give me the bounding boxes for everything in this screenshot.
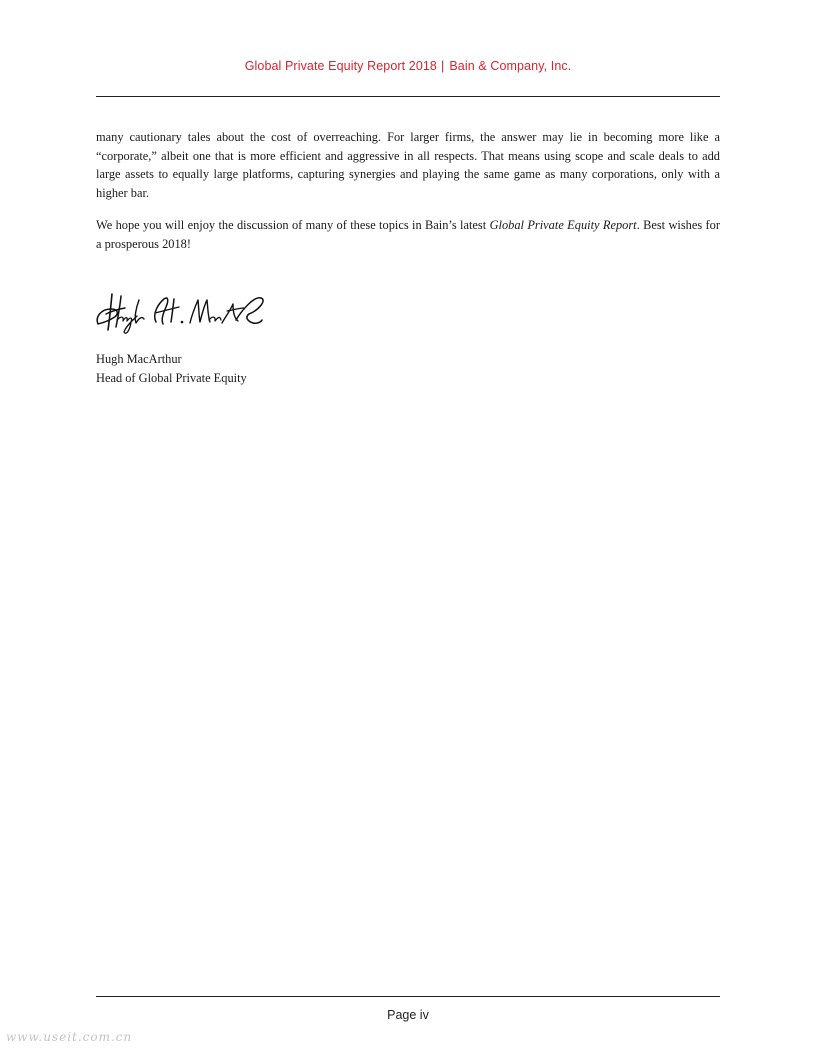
footer-divider (96, 996, 720, 997)
signatory-name: Hugh MacArthur (96, 352, 182, 366)
header-separator: | (440, 59, 445, 73)
signature-block (96, 350, 247, 388)
signature-text: Hugh MacArthur (95, 290, 102, 291)
header-divider (96, 96, 720, 97)
paragraph-2-text-end: . Best wishes for a prosperous 2018! (96, 218, 720, 251)
body-paragraph-2 (96, 216, 720, 253)
letter-body (96, 128, 720, 267)
handwritten-signature (95, 290, 267, 338)
page-number: Page iv (387, 1008, 429, 1022)
running-header (96, 59, 720, 73)
company-name: Bain & Company, Inc. (449, 59, 572, 73)
signatory-title: Head of Global Private Equity (96, 371, 247, 385)
report-title: Global Private Equity Report 2018 (244, 59, 437, 73)
paragraph-2-text-start: We hope you will enjoy the discussion of many of these topics in Bain’s latest (96, 218, 490, 232)
watermark: www.useit.com.cn (6, 1030, 133, 1044)
report-title-italic: Global Private Equity Report (489, 218, 637, 232)
body-paragraph-1: many cautionary tales about the cost of overreaching. For larger firms, the answer may lie in becoming more like a “corporate,” albeit one that is more efficient and aggressive in all respects. That means using scope and scale deals to add large assets to equally large platforms, capturing synergies and playing the same game as many corporations, only with a higher bar. (96, 130, 720, 200)
